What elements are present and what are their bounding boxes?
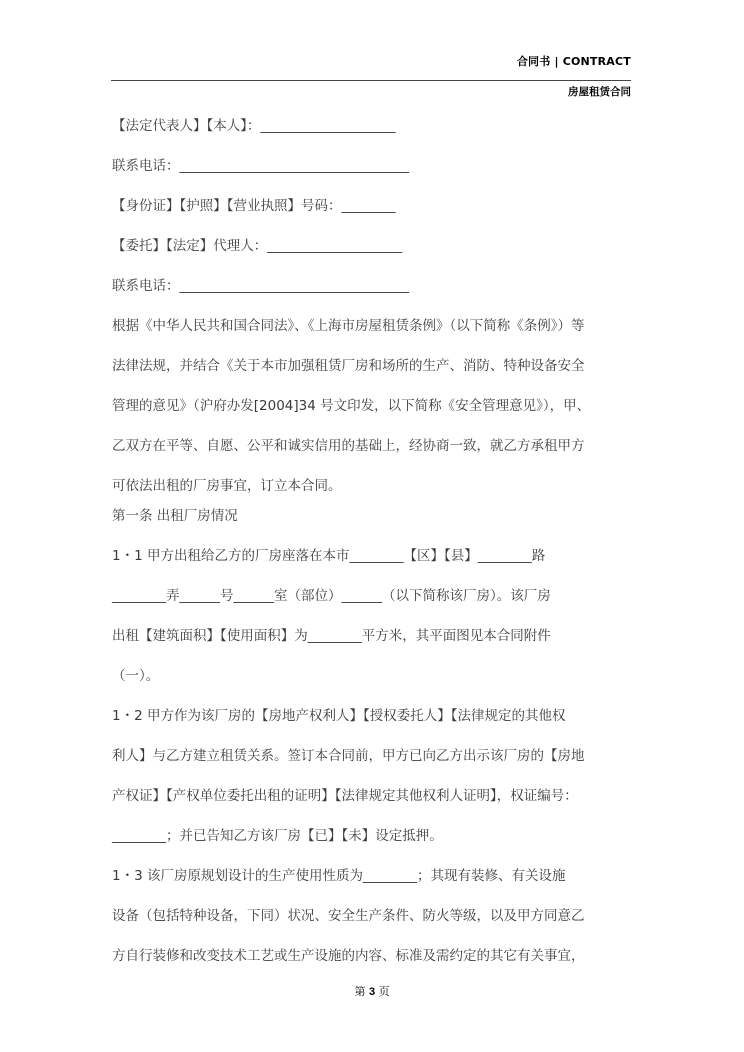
- phone-line-1: 联系电话：__________________________________: [112, 158, 409, 174]
- agent-line: 【委托】【法定】代理人：____________________: [112, 238, 403, 254]
- contract-body: [112, 116, 634, 986]
- header-subtitle: 房屋租赁合同: [568, 86, 631, 98]
- preamble-line-4: 乙双方在平等、自愿、公平和诚实信用的基础上，经协商一致，就乙方承租甲方: [112, 438, 585, 454]
- preamble-line-5: 可依法出租的厂房事宜，订立本合同。: [112, 478, 342, 494]
- id-number-line: 【身份证】【护照】【营业执照】号码：________: [112, 198, 396, 214]
- clause-1-1-line-3: 出租【建筑面积】【使用面积】为________平方米，其平面图见本合同附件: [112, 628, 551, 644]
- clause-1-2-line-4: ________；并已告知乙方该厂房【已】【未】设定抵押。: [112, 828, 443, 844]
- clause-1-3-line-3: 方自行装修和改变技术工艺或生产设施的内容、标准及需约定的其它有关事宜，: [112, 948, 585, 964]
- legal-representative-line: 【法定代表人】【本人】：____________________: [112, 118, 396, 134]
- page-footer: [0, 983, 744, 999]
- footer-suffix: 页: [378, 985, 390, 998]
- preamble-line-2: 法律法规，并结合《关于本市加强租赁厂房和场所的生产、消防、特种设备安全: [112, 358, 585, 374]
- clause-1-1-line-2: ________弄______号______室（部位）______（以下简称该厂房）。该厂房: [112, 588, 551, 604]
- clause-1-3-line-2: 设备（包括特种设备，下同）状况、安全生产条件、防火等级，以及甲方同意乙: [112, 908, 585, 924]
- clause-1-2-line-1: 1・2 甲方作为该厂房的【房地产权利人】【授权委托人】【法律规定的其他权: [112, 708, 566, 724]
- header-title: 合同书 | CONTRACT: [516, 55, 631, 68]
- preamble-line-1: 根据《中华人民共和国合同法》、《上海市房屋租赁条例》（以下简称《条例》）等: [112, 318, 585, 334]
- clause-1-3-line-1: 1・3 该厂房原规划设计的生产使用性质为________；其现有装修、有关设施: [112, 868, 566, 884]
- page-number: 3: [368, 986, 376, 998]
- phone-line-2: 联系电话：__________________________________: [112, 278, 409, 294]
- clause-1-1-line-4: （一）。: [112, 668, 160, 684]
- header-divider: [111, 80, 631, 81]
- clause-1-2-line-3: 产权证】【产权单位委托出租的证明】【法律规定其他权利人证明】，权证编号：: [112, 788, 578, 804]
- preamble-line-3: 管理的意见》（沪府办发[2004]34 号文印发，以下简称《安全管理意见》），甲、: [112, 398, 591, 414]
- footer-prefix: 第: [354, 985, 366, 998]
- clause-1-2-line-2: 利人】与乙方建立租赁关系。签订本合同前，甲方已向乙方出示该厂房的【房地: [112, 748, 585, 764]
- article-1-heading: 第一条 出租厂房情况: [112, 508, 238, 524]
- clause-1-1-line-1: 1・1 甲方出租给乙方的厂房座落在本市________【区】【县】________路: [112, 548, 546, 564]
